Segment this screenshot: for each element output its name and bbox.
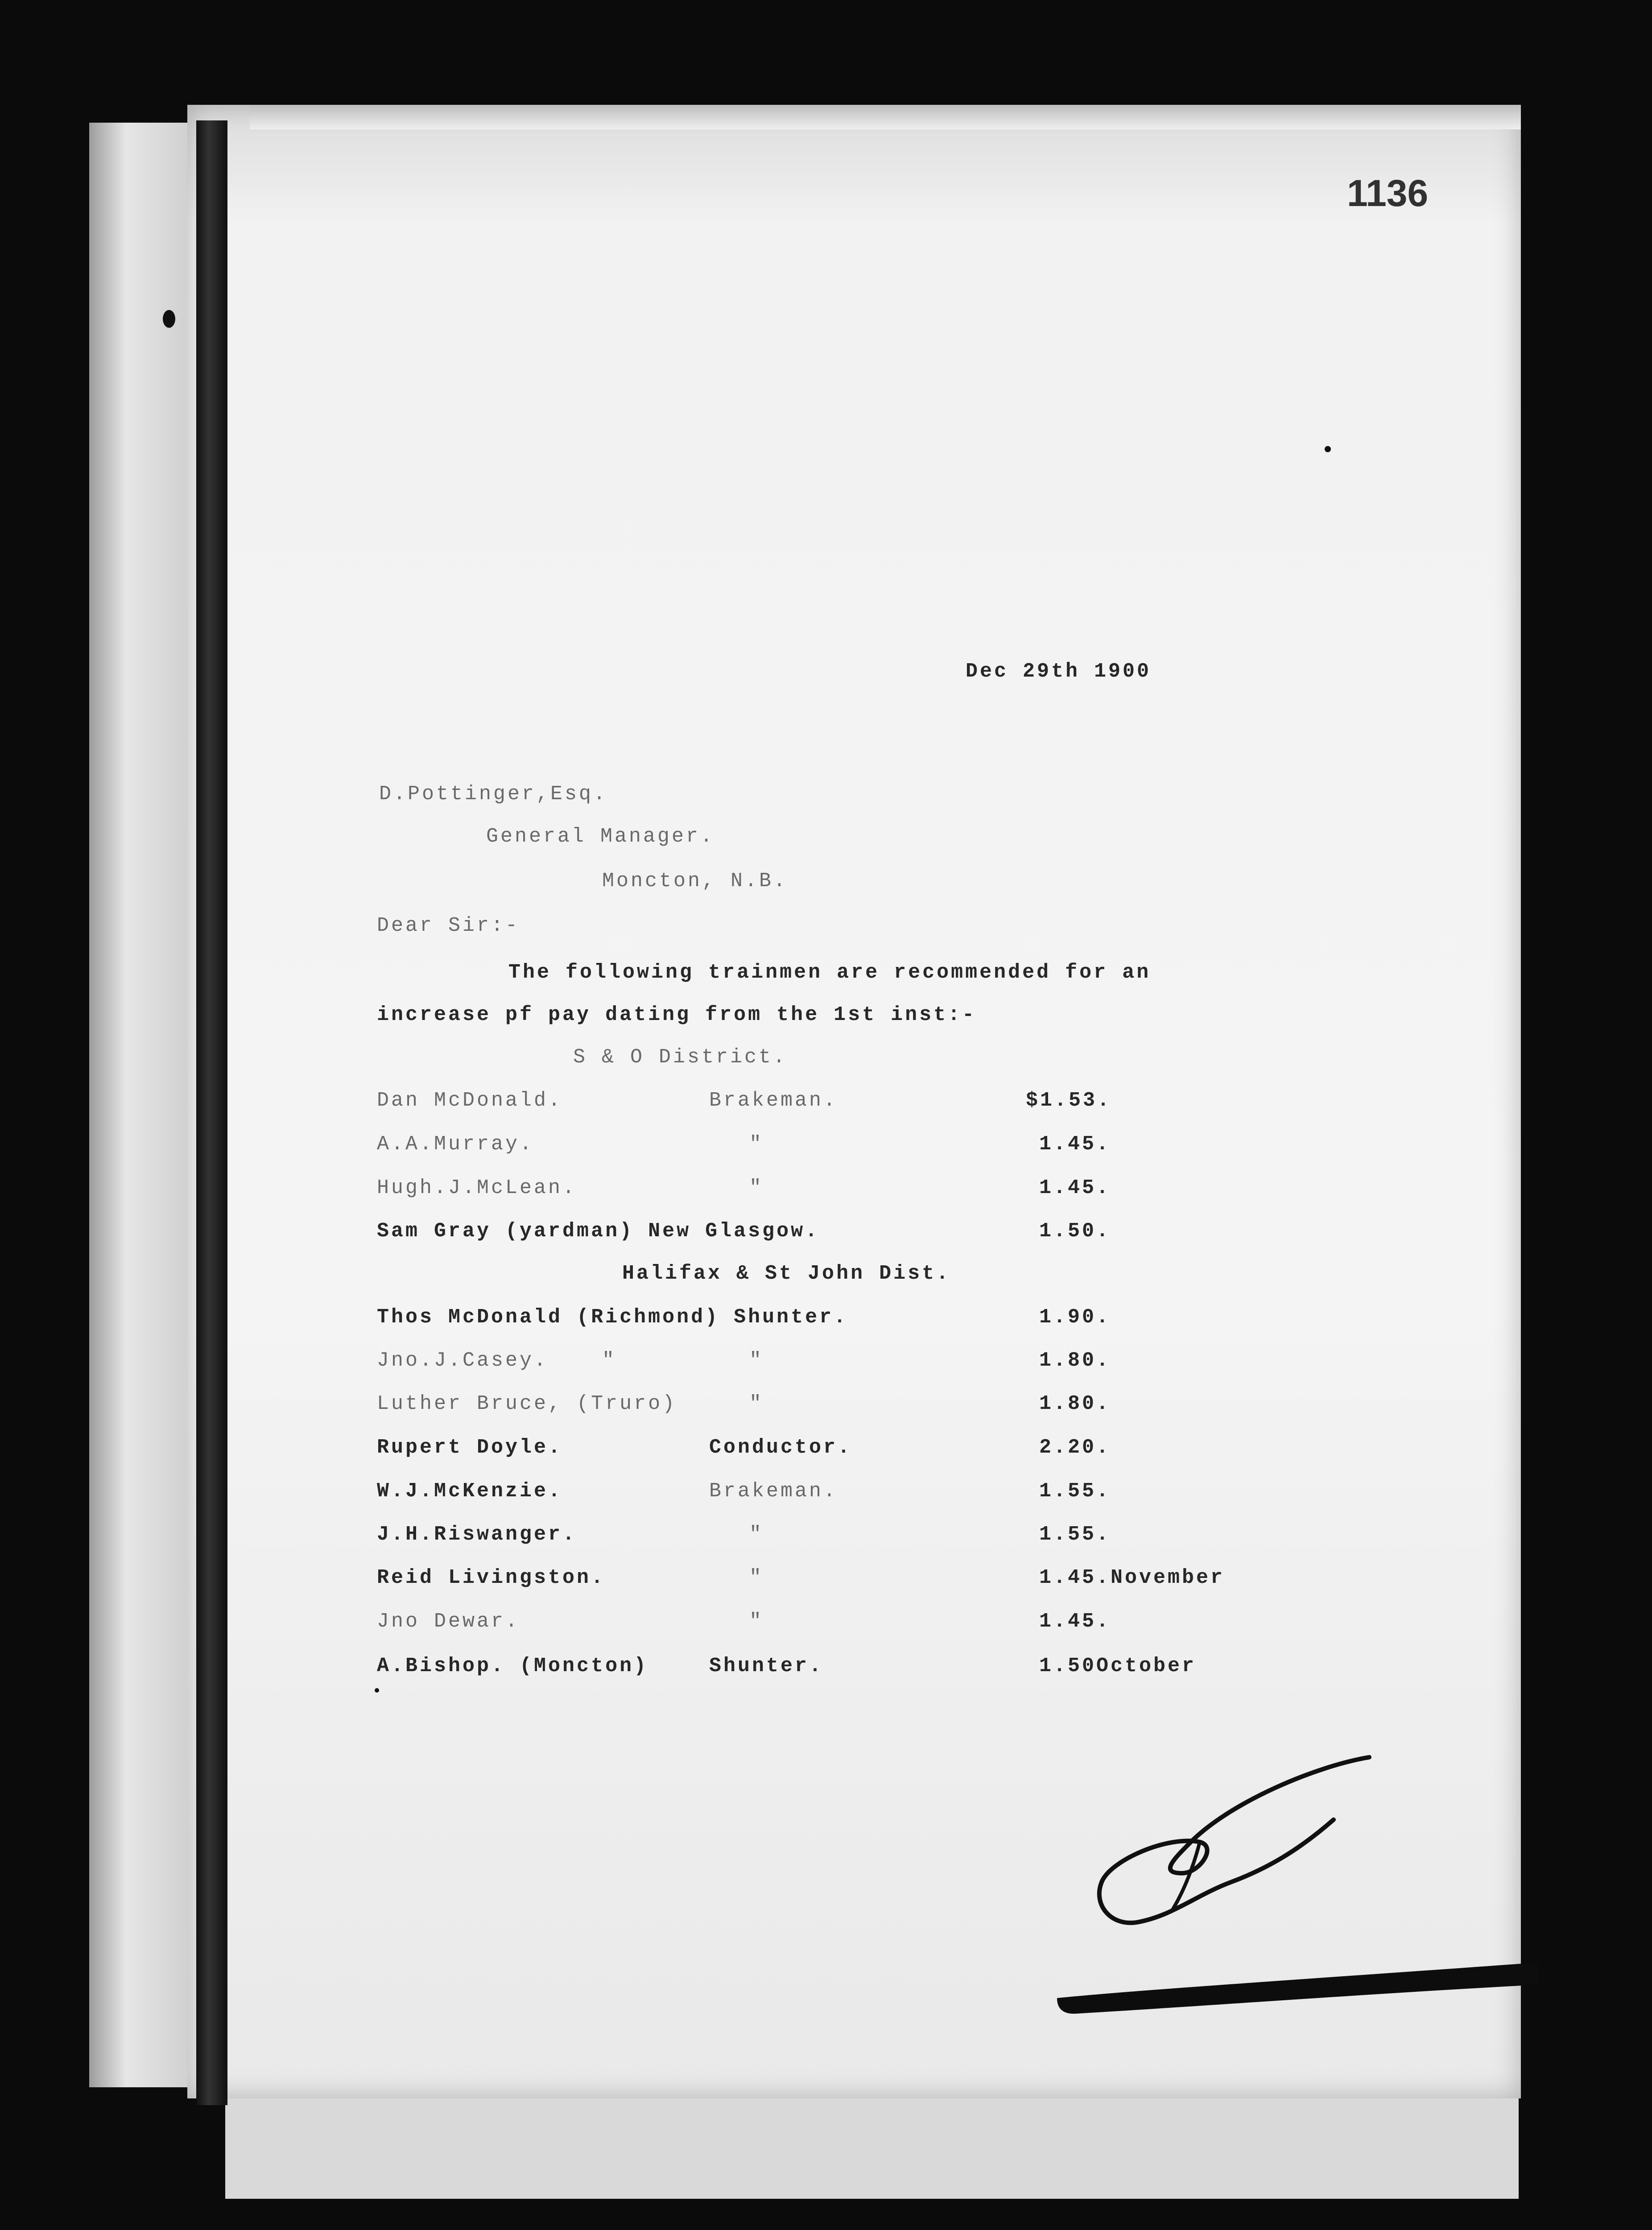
page-number: 1136 — [1347, 172, 1429, 214]
addressee-name: D.Pottinger,Esq. — [379, 783, 608, 805]
intro-line-2: increase pf pay dating from the 1st inst:- — [377, 1004, 977, 1026]
table-row-rate: 1.50. — [1039, 1220, 1111, 1243]
table-row-rate: $1.53. — [1026, 1089, 1112, 1112]
table-row-ditto: " — [602, 1349, 617, 1372]
table-row-rate: 1.80. — [1039, 1392, 1111, 1415]
table-row-name: Reid Livingston. — [377, 1566, 606, 1589]
table-row-position: " — [749, 1133, 764, 1156]
table-row-name: Luther Bruce, (Truro) — [377, 1392, 677, 1415]
table-row-position: " — [749, 1523, 764, 1546]
salutation: Dear Sir:- — [377, 914, 520, 937]
table-row-position: " — [749, 1610, 764, 1633]
table-row-position: Shunter. — [709, 1655, 824, 1677]
table-row-name: Dan McDonald. — [377, 1089, 563, 1112]
ink-speck — [1325, 446, 1331, 452]
table-row-name: Hugh.J.McLean. — [377, 1177, 577, 1199]
ink-speck — [163, 310, 175, 328]
table-row-rate: 1.50October — [1039, 1655, 1197, 1677]
table-row-rate: 1.45. — [1039, 1177, 1111, 1199]
table-row-rate: 1.90. — [1039, 1306, 1111, 1329]
table-row-rate: 1.45. — [1039, 1133, 1111, 1156]
table-row-position: " — [749, 1349, 764, 1372]
table-row-position: " — [749, 1392, 764, 1415]
table-row-rate: 1.80. — [1039, 1349, 1111, 1372]
table-row-rate: 1.55. — [1039, 1480, 1111, 1503]
table-row-name: Jno Dewar. — [377, 1610, 520, 1633]
table-row-position: Brakeman. — [709, 1480, 838, 1503]
binding-shadow — [196, 120, 227, 2105]
table-row-name: Rupert Doyle. — [377, 1436, 563, 1459]
table-row-name: Jno.J.Casey. — [377, 1349, 549, 1372]
section-heading: S & O District. — [573, 1046, 788, 1069]
signature — [1084, 1739, 1396, 1953]
table-row-name: Sam Gray (yardman) New Glasgow. — [377, 1220, 820, 1243]
addressee-title: General Manager. — [486, 825, 715, 848]
letter-date: Dec 29th 1900 — [966, 660, 1152, 683]
section-heading: Halifax & St John Dist. — [622, 1262, 951, 1285]
table-row-rate: 1.55. — [1039, 1523, 1111, 1546]
table-row-position: " — [749, 1566, 764, 1589]
table-row-name: Thos McDonald (Richmond) Shunter. — [377, 1306, 848, 1329]
table-row-position: " — [749, 1177, 764, 1199]
intro-line-1: The following trainmen are recommended for an — [508, 961, 1151, 984]
table-row-rate: 2.20. — [1039, 1436, 1111, 1459]
table-row-name: W.J.McKenzie. — [377, 1480, 563, 1503]
ink-speck — [375, 1688, 379, 1693]
table-row-position: Brakeman. — [709, 1089, 838, 1112]
page-top-edge — [250, 105, 1521, 129]
table-row-name: A.Bishop. (Moncton) — [377, 1655, 648, 1677]
table-row-rate: 1.45. — [1039, 1610, 1111, 1633]
addressee-location: Moncton, N.B. — [602, 870, 788, 892]
table-row-position: Conductor. — [709, 1436, 852, 1459]
table-row-name: J.H.Riswanger. — [377, 1523, 577, 1546]
table-row-name: A.A.Murray. — [377, 1133, 534, 1156]
table-row-rate: 1.45.November — [1039, 1566, 1225, 1589]
pen-shadow — [1057, 1953, 1539, 2025]
